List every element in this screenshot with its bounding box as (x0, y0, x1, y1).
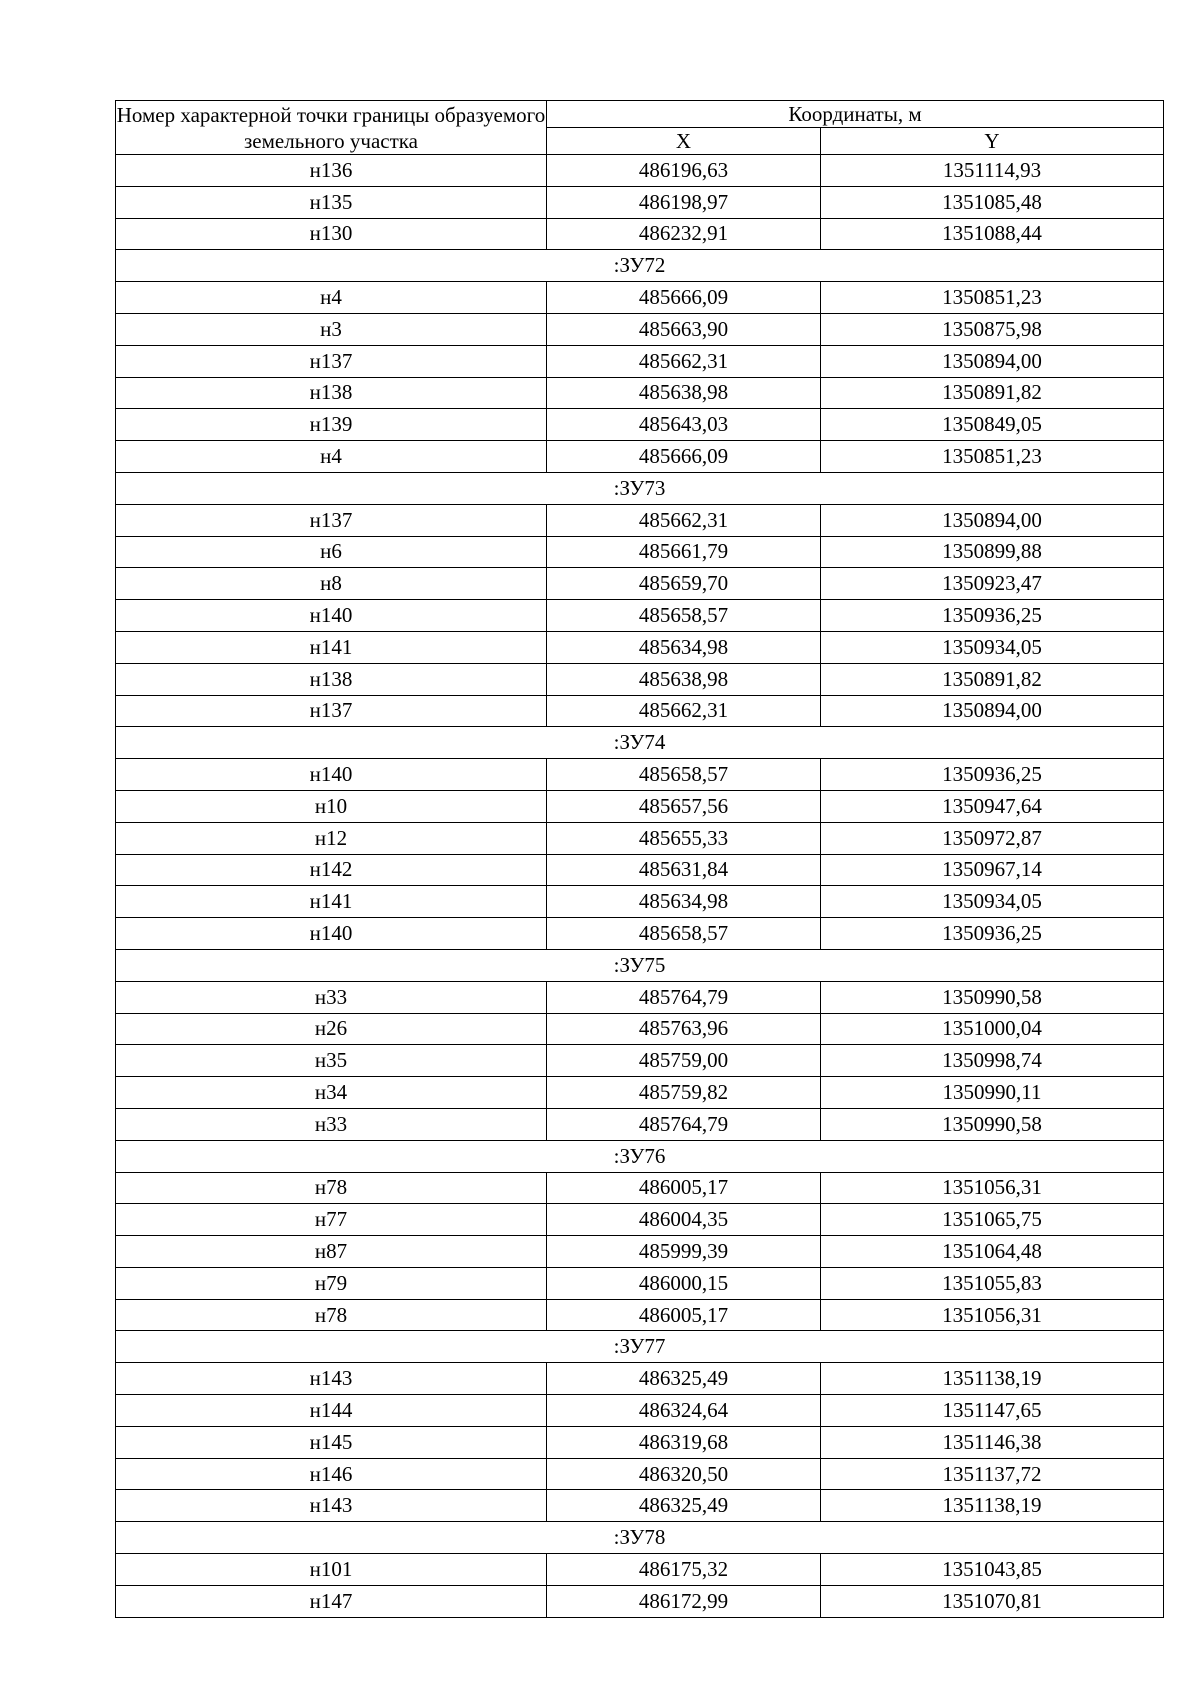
x-coordinate-cell: 485658,57 (547, 759, 821, 791)
section-label: :ЗУ77 (116, 1331, 1164, 1363)
point-number-cell: н143 (116, 1490, 547, 1522)
table-row (116, 377, 1164, 409)
table-row (116, 1077, 1164, 1109)
point-number-cell: н4 (116, 282, 547, 314)
table-row (116, 759, 1164, 791)
point-number-cell: н79 (116, 1267, 547, 1299)
point-number-cell: н143 (116, 1363, 547, 1395)
table-row (116, 695, 1164, 727)
x-coordinate-cell: 486004,35 (547, 1204, 821, 1236)
x-coordinate-cell: 485663,90 (547, 313, 821, 345)
y-coordinate-cell: 1351138,19 (821, 1490, 1164, 1522)
table-row (116, 822, 1164, 854)
y-coordinate-cell: 1350894,00 (821, 504, 1164, 536)
x-coordinate-cell: 486320,50 (547, 1458, 821, 1490)
y-coordinate-cell: 1350894,00 (821, 695, 1164, 727)
x-coordinate-cell: 485658,57 (547, 918, 821, 950)
point-number-cell: н137 (116, 695, 547, 727)
x-coordinate-cell: 485759,82 (547, 1077, 821, 1109)
point-number-cell: н3 (116, 313, 547, 345)
y-coordinate-cell: 1350972,87 (821, 822, 1164, 854)
section-label: :ЗУ75 (116, 949, 1164, 981)
point-number-cell: н146 (116, 1458, 547, 1490)
x-coordinate-cell: 486198,97 (547, 186, 821, 218)
y-coordinate-cell: 1351065,75 (821, 1204, 1164, 1236)
point-number-cell: н136 (116, 155, 547, 187)
section-row (116, 472, 1164, 504)
point-number-cell: н140 (116, 600, 547, 632)
x-coordinate-cell: 486325,49 (547, 1490, 821, 1522)
table-row (116, 631, 1164, 663)
x-coordinate-cell: 485662,31 (547, 504, 821, 536)
y-coordinate-cell: 1350891,82 (821, 663, 1164, 695)
table-row (116, 1013, 1164, 1045)
y-coordinate-cell: 1350990,11 (821, 1077, 1164, 1109)
point-number-cell: н138 (116, 663, 547, 695)
x-coordinate-cell: 485763,96 (547, 1013, 821, 1045)
point-number-cell: н10 (116, 790, 547, 822)
point-number-cell: н137 (116, 345, 547, 377)
y-coordinate-cell: 1350849,05 (821, 409, 1164, 441)
x-coordinate-cell: 485759,00 (547, 1045, 821, 1077)
table-row (116, 854, 1164, 886)
y-coordinate-cell: 1351064,48 (821, 1236, 1164, 1268)
table-row (116, 1458, 1164, 1490)
point-number-cell: н138 (116, 377, 547, 409)
x-column-header: X (547, 128, 821, 155)
point-number-cell: н4 (116, 441, 547, 473)
y-coordinate-cell: 1351000,04 (821, 1013, 1164, 1045)
x-coordinate-cell: 485999,39 (547, 1236, 821, 1268)
y-coordinate-cell: 1350990,58 (821, 1108, 1164, 1140)
x-coordinate-cell: 485634,98 (547, 886, 821, 918)
table-row (116, 218, 1164, 250)
y-coordinate-cell: 1350990,58 (821, 981, 1164, 1013)
section-label: :ЗУ78 (116, 1522, 1164, 1554)
x-coordinate-cell: 485643,03 (547, 409, 821, 441)
y-coordinate-cell: 1350851,23 (821, 441, 1164, 473)
point-number-cell: н78 (116, 1172, 547, 1204)
x-coordinate-cell: 486000,15 (547, 1267, 821, 1299)
table-row (116, 1363, 1164, 1395)
x-coordinate-cell: 486324,64 (547, 1395, 821, 1427)
section-row (116, 250, 1164, 282)
table-body (116, 155, 1164, 1618)
point-number-cell: н8 (116, 568, 547, 600)
section-label: :ЗУ72 (116, 250, 1164, 282)
point-number-cell: н141 (116, 886, 547, 918)
table-row (116, 568, 1164, 600)
point-number-cell: н130 (116, 218, 547, 250)
x-coordinate-cell: 485634,98 (547, 631, 821, 663)
point-number-header: Номер характерной точки границы образуемого земельного участка (116, 102, 546, 153)
table-row (116, 886, 1164, 918)
table-row (116, 155, 1164, 187)
y-coordinate-cell: 1351056,31 (821, 1172, 1164, 1204)
table-row (116, 1236, 1164, 1268)
x-coordinate-cell: 485631,84 (547, 854, 821, 886)
point-number-cell: н78 (116, 1299, 547, 1331)
y-coordinate-cell: 1350934,05 (821, 631, 1164, 663)
section-row (116, 1331, 1164, 1363)
x-coordinate-cell: 485764,79 (547, 1108, 821, 1140)
table-row (116, 313, 1164, 345)
table-row (116, 1426, 1164, 1458)
x-coordinate-cell: 485657,56 (547, 790, 821, 822)
y-coordinate-cell: 1351114,93 (821, 155, 1164, 187)
y-coordinate-cell: 1350936,25 (821, 918, 1164, 950)
point-number-cell: н147 (116, 1585, 547, 1617)
point-number-cell: н77 (116, 1204, 547, 1236)
y-coordinate-cell: 1351056,31 (821, 1299, 1164, 1331)
section-row (116, 727, 1164, 759)
point-number-cell: н145 (116, 1426, 547, 1458)
x-coordinate-cell: 485638,98 (547, 663, 821, 695)
x-coordinate-cell: 486172,99 (547, 1585, 821, 1617)
y-coordinate-cell: 1350923,47 (821, 568, 1164, 600)
y-coordinate-cell: 1350891,82 (821, 377, 1164, 409)
coordinates-table (115, 100, 1164, 1618)
table-row (116, 282, 1164, 314)
x-coordinate-cell: 485764,79 (547, 981, 821, 1013)
table-row (116, 504, 1164, 536)
table-row (116, 1554, 1164, 1586)
x-coordinate-cell: 486005,17 (547, 1172, 821, 1204)
y-coordinate-cell: 1350875,98 (821, 313, 1164, 345)
point-number-cell: н101 (116, 1554, 547, 1586)
table-row (116, 1267, 1164, 1299)
y-coordinate-cell: 1350894,00 (821, 345, 1164, 377)
table-row (116, 1108, 1164, 1140)
x-coordinate-cell: 485659,70 (547, 568, 821, 600)
coordinates-header: Координаты, м (547, 101, 1164, 128)
point-number-cell: н137 (116, 504, 547, 536)
x-coordinate-cell: 485666,09 (547, 282, 821, 314)
y-coordinate-cell: 1350936,25 (821, 600, 1164, 632)
y-coordinate-cell: 1350934,05 (821, 886, 1164, 918)
point-number-cell: н33 (116, 1108, 547, 1140)
y-coordinate-cell: 1351070,81 (821, 1585, 1164, 1617)
y-coordinate-cell: 1351043,85 (821, 1554, 1164, 1586)
table-row (116, 981, 1164, 1013)
x-coordinate-cell: 486175,32 (547, 1554, 821, 1586)
x-coordinate-cell: 485658,57 (547, 600, 821, 632)
table-row (116, 1045, 1164, 1077)
table-row (116, 790, 1164, 822)
table-row (116, 1490, 1164, 1522)
y-coordinate-cell: 1351085,48 (821, 186, 1164, 218)
y-coordinate-cell: 1350851,23 (821, 282, 1164, 314)
table-row (116, 918, 1164, 950)
table-row (116, 345, 1164, 377)
x-coordinate-cell: 486232,91 (547, 218, 821, 250)
table-row (116, 1585, 1164, 1617)
point-number-cell: н34 (116, 1077, 547, 1109)
y-coordinate-cell: 1350998,74 (821, 1045, 1164, 1077)
x-coordinate-cell: 486319,68 (547, 1426, 821, 1458)
point-number-cell: н141 (116, 631, 547, 663)
section-row (116, 1522, 1164, 1554)
section-row (116, 1140, 1164, 1172)
x-coordinate-cell: 485655,33 (547, 822, 821, 854)
y-coordinate-cell: 1351137,72 (821, 1458, 1164, 1490)
x-coordinate-cell: 486325,49 (547, 1363, 821, 1395)
y-coordinate-cell: 1350967,14 (821, 854, 1164, 886)
x-coordinate-cell: 486196,63 (547, 155, 821, 187)
y-coordinate-cell: 1351146,38 (821, 1426, 1164, 1458)
point-number-cell: н35 (116, 1045, 547, 1077)
point-number-cell: н12 (116, 822, 547, 854)
point-number-cell: н26 (116, 1013, 547, 1045)
section-label: :ЗУ73 (116, 472, 1164, 504)
section-row (116, 949, 1164, 981)
x-coordinate-cell: 485638,98 (547, 377, 821, 409)
x-coordinate-cell: 485662,31 (547, 695, 821, 727)
table-row (116, 663, 1164, 695)
x-coordinate-cell: 485661,79 (547, 536, 821, 568)
y-column-header: Y (821, 128, 1164, 155)
table-row (116, 409, 1164, 441)
x-coordinate-cell: 485666,09 (547, 441, 821, 473)
y-coordinate-cell: 1350899,88 (821, 536, 1164, 568)
table-row (116, 441, 1164, 473)
y-coordinate-cell: 1350936,25 (821, 759, 1164, 791)
table-row (116, 1204, 1164, 1236)
table-row (116, 536, 1164, 568)
table-header (116, 101, 1164, 155)
x-coordinate-cell: 486005,17 (547, 1299, 821, 1331)
point-number-cell: н135 (116, 186, 547, 218)
point-number-cell: н140 (116, 918, 547, 950)
table-row (116, 1172, 1164, 1204)
x-coordinate-cell: 485662,31 (547, 345, 821, 377)
point-number-cell: н33 (116, 981, 547, 1013)
table-row (116, 186, 1164, 218)
table-row (116, 600, 1164, 632)
point-number-cell: н87 (116, 1236, 547, 1268)
point-number-cell: н140 (116, 759, 547, 791)
y-coordinate-cell: 1351138,19 (821, 1363, 1164, 1395)
y-coordinate-cell: 1351055,83 (821, 1267, 1164, 1299)
table-row (116, 1395, 1164, 1427)
point-number-cell: н142 (116, 854, 547, 886)
y-coordinate-cell: 1350947,64 (821, 790, 1164, 822)
y-coordinate-cell: 1351147,65 (821, 1395, 1164, 1427)
table-row (116, 1299, 1164, 1331)
point-number-cell: н139 (116, 409, 547, 441)
section-label: :ЗУ74 (116, 727, 1164, 759)
section-label: :ЗУ76 (116, 1140, 1164, 1172)
point-number-cell: н6 (116, 536, 547, 568)
point-number-cell: н144 (116, 1395, 547, 1427)
y-coordinate-cell: 1351088,44 (821, 218, 1164, 250)
